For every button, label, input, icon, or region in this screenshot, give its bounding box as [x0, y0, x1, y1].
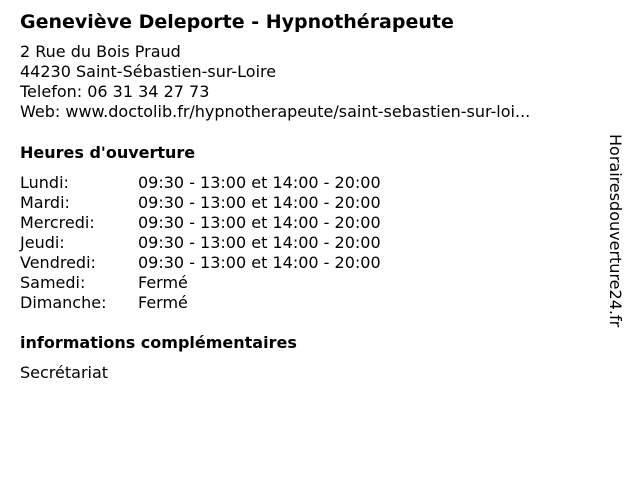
- day-hours: Fermé: [138, 293, 188, 312]
- phone-label: Telefon:: [20, 82, 83, 101]
- day-hours: 09:30 - 13:00 et 14:00 - 20:00: [138, 173, 381, 192]
- day-label: Mercredi:: [20, 213, 95, 232]
- hours-row-sunday: [20, 293, 600, 313]
- hours-row-monday: [20, 173, 600, 193]
- day-label: Vendredi:: [20, 253, 96, 272]
- day-label: Lundi:: [20, 173, 69, 192]
- day-label: Jeudi:: [20, 233, 65, 252]
- business-card: [20, 10, 600, 383]
- web-line: [20, 102, 600, 122]
- hours-row-tuesday: [20, 193, 600, 213]
- day-hours: 09:30 - 13:00 et 14:00 - 20:00: [138, 213, 381, 232]
- day-hours: 09:30 - 13:00 et 14:00 - 20:00: [138, 193, 381, 212]
- phone-line: [20, 82, 600, 102]
- info-heading: informations complémentaires: [20, 333, 297, 352]
- hours-heading: Heures d'ouverture: [20, 143, 196, 162]
- hours-list: [20, 173, 600, 313]
- hours-row-wednesday: [20, 213, 600, 233]
- day-hours: 09:30 - 13:00 et 14:00 - 20:00: [138, 253, 381, 272]
- business-name: Geneviève Deleporte - Hypnothérapeute: [20, 11, 454, 33]
- hours-row-friday: [20, 253, 600, 273]
- address-line-2: 44230 Saint-Sébastien-sur-Loire: [20, 62, 277, 81]
- hours-row-thursday: [20, 233, 600, 253]
- info-text: Secrétariat: [20, 363, 109, 382]
- day-hours: Fermé: [138, 273, 188, 292]
- web-label: Web:: [20, 102, 61, 121]
- address-line-1: 2 Rue du Bois Praud: [20, 42, 181, 61]
- hours-row-saturday: [20, 273, 600, 293]
- day-label: Dimanche:: [20, 293, 107, 312]
- phone-number[interactable]: 06 31 34 27 73: [87, 82, 210, 101]
- day-label: Mardi:: [20, 193, 70, 212]
- day-label: Samedi:: [20, 273, 86, 292]
- website-link[interactable]: www.doctolib.fr/hypnotherapeute/saint-sebastien-sur-loi...: [65, 102, 531, 121]
- site-watermark: Horairesdouverture24.fr: [606, 134, 625, 328]
- watermark-container: [595, 134, 635, 374]
- day-hours: 09:30 - 13:00 et 14:00 - 20:00: [138, 233, 381, 252]
